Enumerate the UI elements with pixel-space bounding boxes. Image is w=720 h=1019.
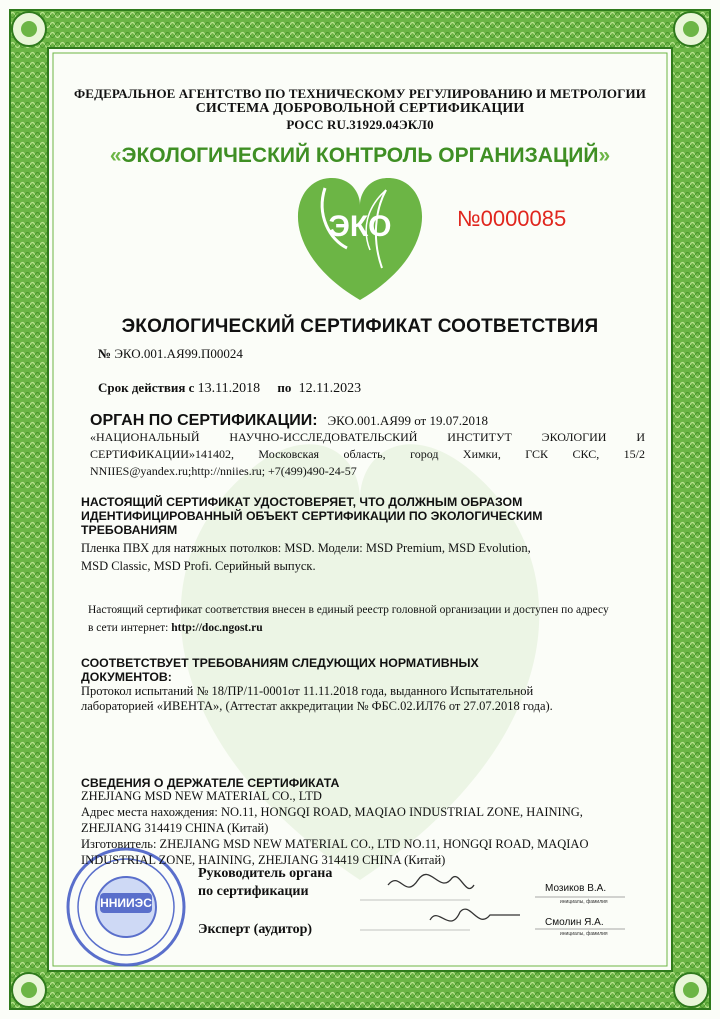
serial-number-text: №0000085 — [457, 206, 567, 231]
holder-heading: СВЕДЕНИЯ О ДЕРЖАТЕЛЕ СЕРТИФИКАТА — [81, 776, 340, 790]
program-title — [40, 144, 680, 168]
eco-logo-text: ЭКО — [328, 210, 392, 243]
agency-name: ФЕДЕРАЛЬНОЕ АГЕНТСТВО ПО ТЕХНИЧЕСКОМУ РЕГУЛИРОВАНИЮ И МЕТРОЛОГИИ — [74, 86, 646, 101]
product-line-2: MSD Classic, MSD Profi. Серийный выпуск. — [81, 559, 316, 573]
certification-body-line-1: «НАЦИОНАЛЬНЫЙ НАУЧНО-ИССЛЕДОВАТЕЛЬСКИЙ ИНСТИТУТ ЭКОЛОГИИ И — [90, 430, 645, 444]
system-name: СИСТЕМА ДОБРОВОЛЬНОЙ СЕРТИФИКАЦИИ — [195, 101, 525, 116]
program-title-close-quote: » — [598, 144, 611, 167]
expert-name: Смолин Я.А. — [545, 917, 604, 928]
certifies-heading-line-2: ИДЕНТИФИЦИРОВАННЫЙ ОБЪЕКТ СЕРТИФИКАЦИИ ПО ЭКОЛОГИЧЕСКИМ — [81, 509, 543, 523]
certification-body-heading: ОРГАН ПО СЕРТИФИКАЦИИ: — [90, 412, 318, 429]
registration-number: РОСС RU.31929.04ЭКЛ0 — [286, 117, 434, 132]
certification-body-line-2: СЕРТИФИКАЦИИ»141402, Московская область, город Химки, ГСК СКС, 15/2 — [90, 447, 645, 461]
head-name-caption: инициалы, фамилия — [560, 899, 608, 905]
expert-name-caption: инициалы, фамилия — [560, 931, 608, 937]
holder-address-line-1: Адрес места нахождения: NO.11, HONGQI ROAD, MAQIAO INDUSTRIAL ZONE, HAINING, — [81, 805, 583, 819]
valid-to-date: 12.11.2023 — [298, 381, 362, 396]
holder-address-line-2: ZHEJIANG 314419 CHINA (Китай) — [81, 821, 269, 835]
certification-body-code: ЭКО.001.АЯ99 от 19.07.2018 — [327, 413, 488, 428]
certifies-heading-line-1: НАСТОЯЩИЙ СЕРТИФИКАТ УДОСТОВЕРЯЕТ, ЧТО ДОЛЖНЫМ ОБРАЗОМ — [81, 495, 523, 509]
expert-title: Эксперт (аудитор) — [198, 922, 313, 937]
manufacturer-line-1: Изготовитель: ZHEJIANG MSD NEW MATERIAL CO., LTD NO.11, HONGQI ROAD, MAQIAO — [81, 837, 589, 851]
head-title-line-1: Руководитель органа — [198, 866, 333, 881]
holder-name: ZHEJIANG MSD NEW MATERIAL CO., LTD — [81, 789, 322, 803]
head-title-line-2: по сертификации — [198, 884, 309, 899]
protocol-line-2: лабораторией «ИВЕНТА», (Аттестат аккредитации № ФБС.02.ИЛ76 от 27.07.2018 года). — [81, 699, 553, 713]
certification-body-line-3: NNIIES@yandex.ru;http://nniies.ru; +7(499)490-24-57 — [90, 464, 357, 478]
program-title-text: ЭКОЛОГИЧЕСКИЙ КОНТРОЛЬ ОРГАНИЗАЦИЙ — [121, 144, 599, 167]
validity-label: Срок действия с — [98, 380, 195, 395]
document-title: ЭКОЛОГИЧЕСКИЙ СЕРТИФИКАТ СООТВЕТСТВИЯ — [121, 316, 599, 337]
product-line-1: Пленка ПВХ для натяжных потолков: MSD. Модели: MSD Premium, MSD Evolution, — [81, 541, 531, 555]
valid-from-date: 13.11.2018 — [197, 381, 261, 396]
registry-note-line-1: Настоящий сертификат соответствия внесен в единый реестр головной организации и доступен по адресу — [88, 604, 609, 616]
serial-number — [457, 206, 566, 232]
complies-heading-line-2: ДОКУМЕНТОВ: — [81, 670, 172, 684]
registry-link[interactable]: http://doc.ngost.ru — [171, 622, 263, 634]
validity-to-label: по — [277, 380, 292, 395]
head-name: Мозиков В.А. — [545, 883, 607, 894]
stamp-label: ННИИЭС — [100, 896, 152, 910]
certificate-number-value: ЭКО.001.АЯ99.П00024 — [114, 346, 243, 361]
protocol-line-1: Протокол испытаний № 18/ПР/11-0001от 11.11.2018 года, выданного Испытательной — [81, 684, 534, 698]
certification-body-row — [90, 412, 488, 430]
registry-note-line-2 — [88, 622, 263, 634]
manufacturer-line-2: INDUSTRIAL ZONE, HAINING, ZHEJIANG 314419 CHINA (Китай) — [81, 853, 446, 867]
validity-row — [98, 380, 361, 397]
certificate-number-row — [98, 346, 243, 362]
certifies-heading-line-3: ТРЕБОВАНИЯМ — [81, 523, 178, 537]
complies-heading-line-1: СООТВЕТСТВУЕТ ТРЕБОВАНИЯМ СЛЕДУЮЩИХ НОРМАТИВНЫХ — [81, 656, 479, 670]
program-title-open-quote: « — [109, 144, 122, 167]
registry-note-text: в сети интернет: — [88, 622, 169, 634]
certificate-number-label: № — [98, 346, 112, 361]
